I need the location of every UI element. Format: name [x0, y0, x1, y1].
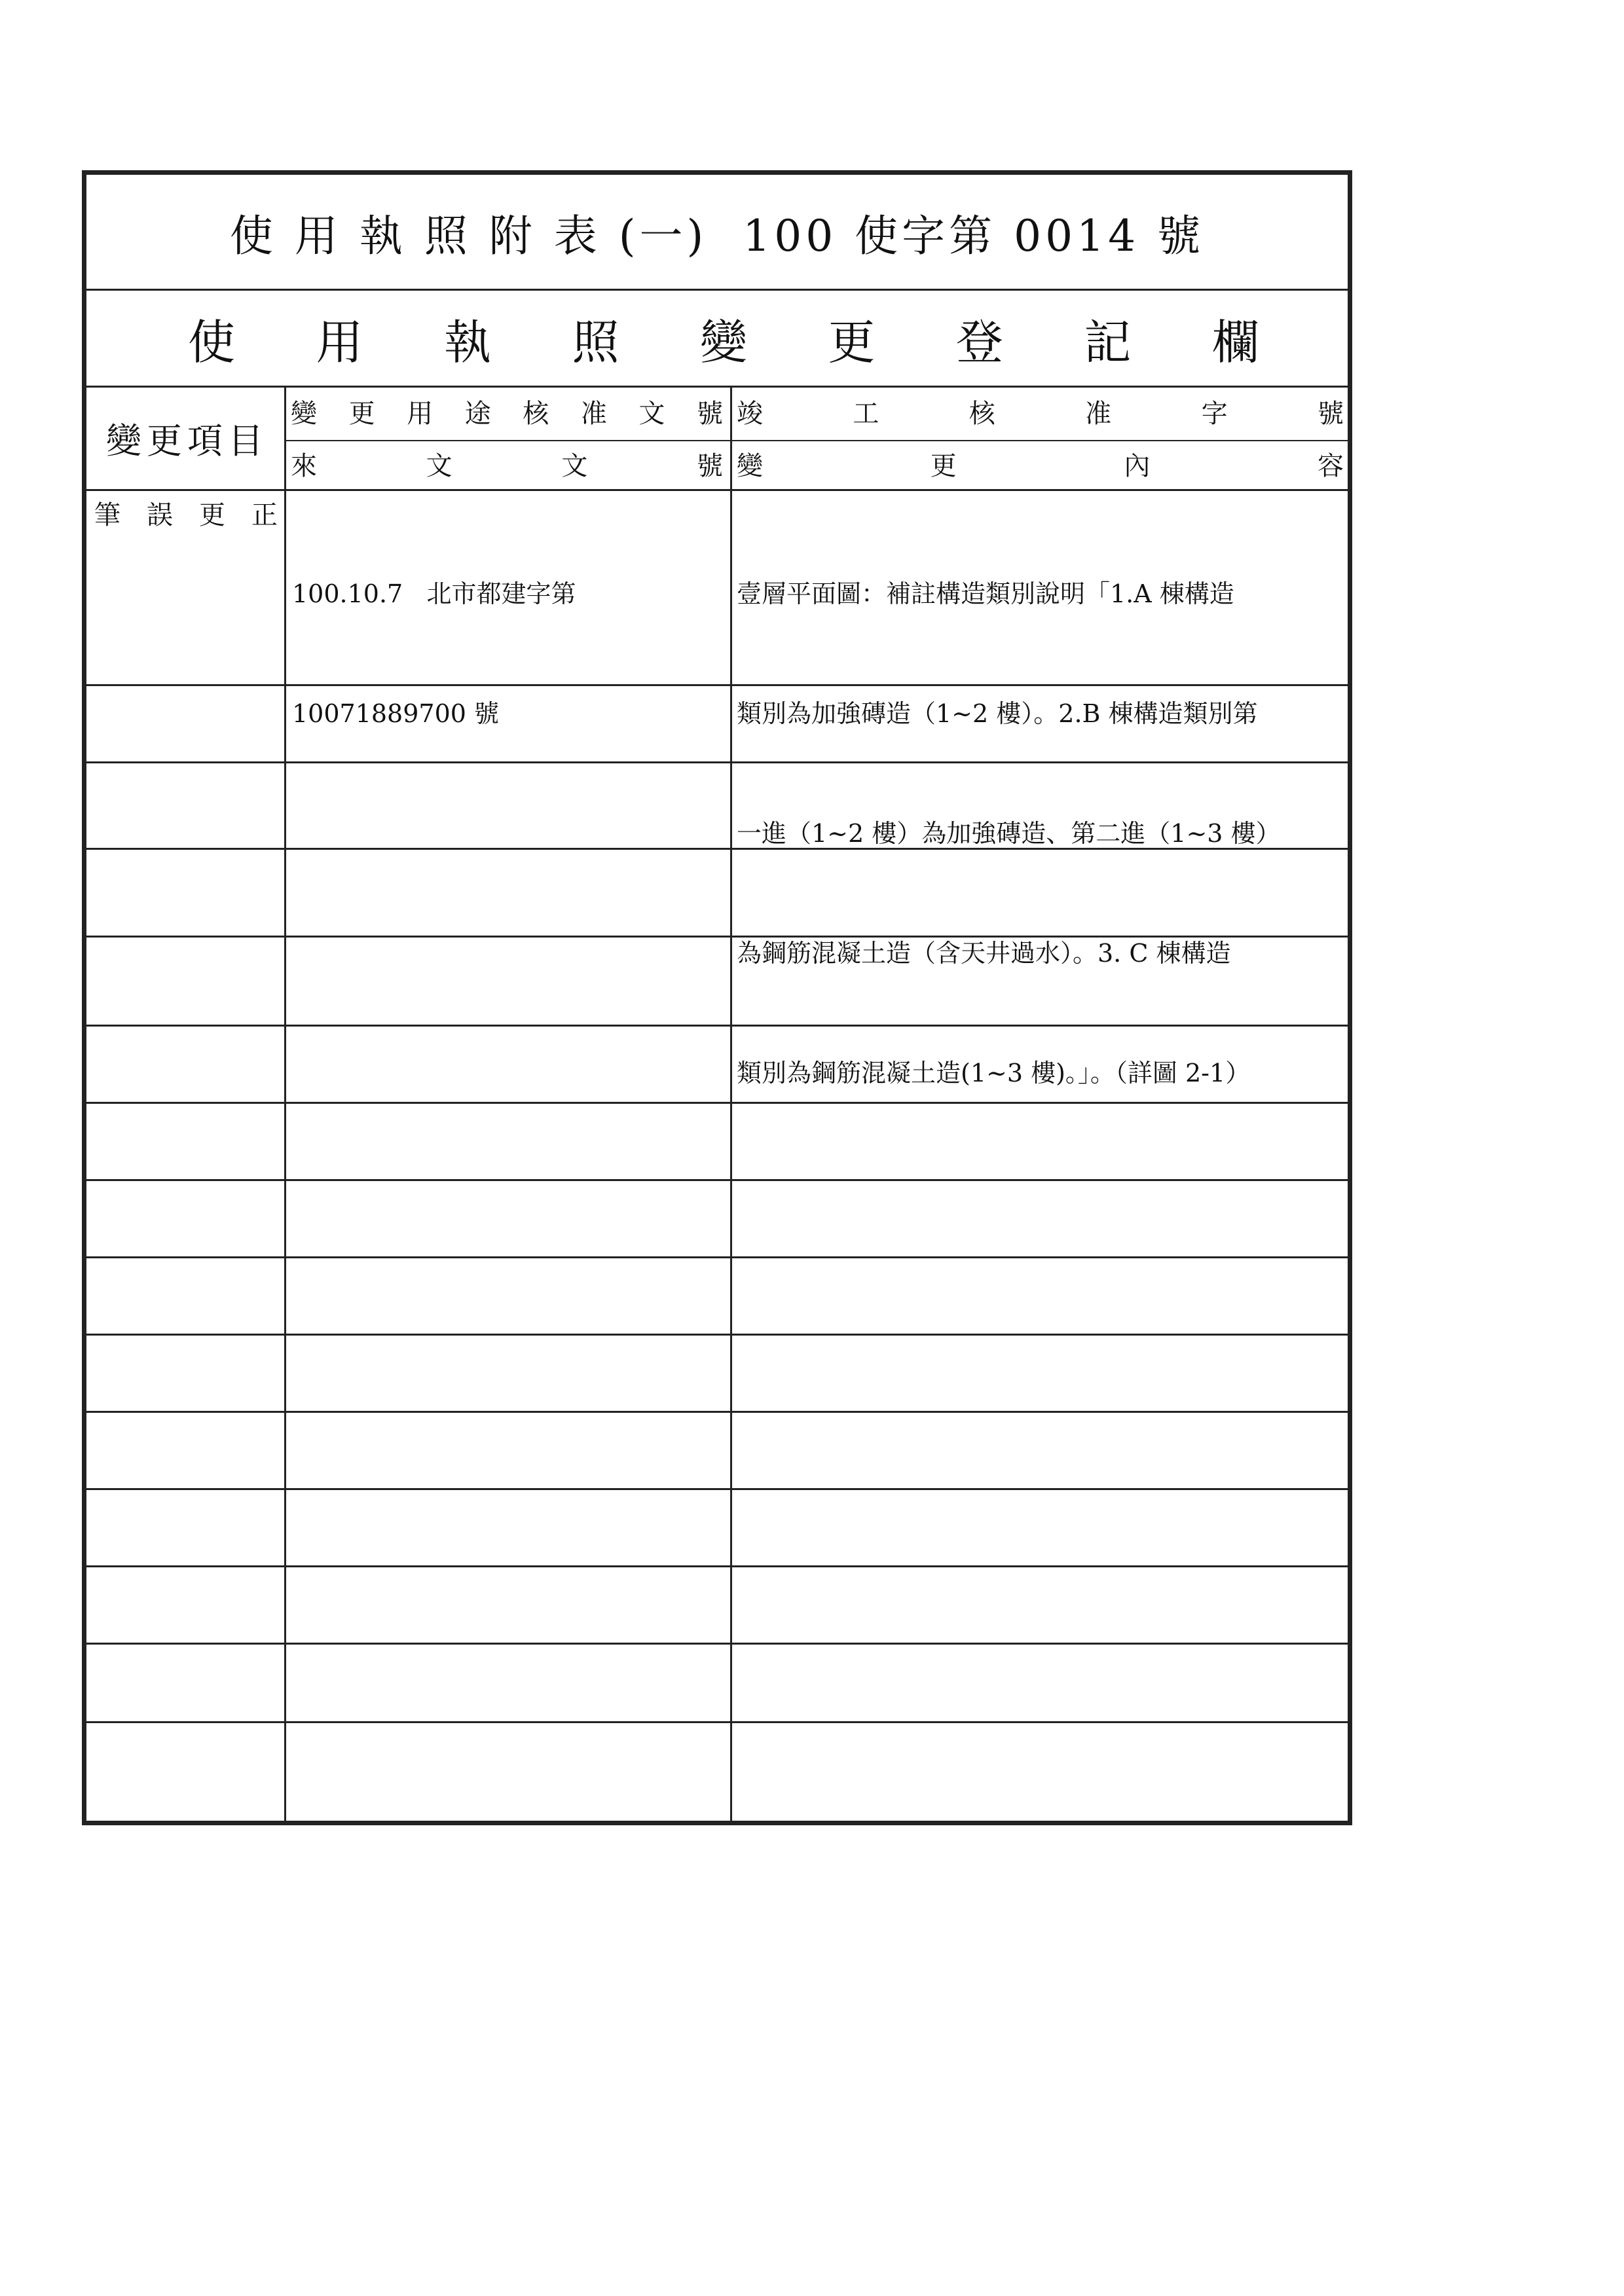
heading-char: 使 [188, 314, 236, 370]
doc-line: 10071889700 號 [292, 699, 500, 728]
item-char: 誤 [147, 500, 173, 530]
row-divider [86, 1102, 1348, 1104]
heading-char: 照 [572, 314, 619, 370]
header-subrow-divider [284, 440, 1348, 441]
row-divider [86, 1643, 1348, 1645]
header-char: 准 [1085, 399, 1112, 429]
header-char: 字 [1201, 399, 1228, 429]
license-change-table [82, 170, 1352, 1825]
heading-char: 用 [316, 314, 363, 370]
content-line: 為鋼筋混凝土造（含天井過水）。3. C 棟構造 [737, 939, 1231, 968]
header-char: 工 [853, 399, 879, 429]
heading-char: 執 [443, 314, 491, 370]
content-line: 類別為加強磚造（1~2 樓）。2.B 棟構造類別第 [737, 699, 1258, 728]
heading-char: 欄 [1211, 314, 1259, 370]
row-divider [86, 1256, 1348, 1258]
content-line: 壹層平面圖：補註構造類別說明「1.A 棟構造 [737, 579, 1234, 608]
row1-doc-number [292, 494, 576, 814]
header-char: 變 [737, 451, 763, 481]
item-char: 正 [251, 500, 278, 530]
header-char: 文 [561, 451, 588, 481]
heading-char: 登 [955, 314, 1003, 370]
heading-char: 更 [828, 314, 876, 370]
heading-char: 記 [1084, 314, 1132, 370]
column-divider [730, 388, 732, 1821]
item-char: 筆 [94, 500, 120, 530]
row-divider [86, 1565, 1348, 1567]
header-char: 容 [1317, 451, 1344, 481]
row-divider [86, 761, 1348, 763]
header-bottom-rule [86, 489, 1348, 491]
header-char: 號 [696, 399, 723, 429]
header-char: 更 [348, 399, 375, 429]
row-divider [86, 684, 1348, 686]
row-divider [86, 1025, 1348, 1027]
row-divider [86, 1179, 1348, 1181]
header-char: 文 [426, 451, 452, 481]
header-char: 來 [291, 451, 317, 481]
header-approval-doc-no [291, 401, 723, 427]
header-char: 途 [464, 399, 491, 429]
header-char: 准 [580, 399, 607, 429]
row-divider [86, 1334, 1348, 1336]
heading-char: 變 [699, 314, 747, 370]
section-heading [86, 291, 1348, 388]
header-char: 號 [696, 451, 723, 481]
header-char: 號 [1317, 399, 1344, 429]
row1-change-item [94, 502, 278, 528]
header-char: 內 [1124, 451, 1151, 481]
title-text: 使 用 執 照 附 表 (一) 100 使字第 0014 號 [229, 210, 1205, 261]
header-char: 更 [930, 451, 957, 481]
row-divider [86, 848, 1348, 850]
item-char: 更 [199, 500, 225, 530]
document-title [86, 175, 1348, 291]
header-completion-approval-no [737, 401, 1344, 427]
column-divider [284, 388, 286, 1821]
header-char: 變 [291, 399, 317, 429]
content-line: 一進（1~2 樓）為加強磚造、第二進（1~3 樓） [737, 819, 1281, 848]
doc-line: 100.10.7 北市都建字第 [292, 579, 576, 608]
header-char: 用 [407, 399, 434, 429]
row-divider [86, 1411, 1348, 1413]
header-char: 核 [523, 399, 549, 429]
header-change-item: 變更項目 [106, 420, 268, 462]
header-char: 文 [638, 399, 665, 429]
header-char: 核 [969, 399, 995, 429]
row-divider [86, 1488, 1348, 1490]
row1-change-content [737, 494, 1281, 1173]
content-line: 類別為鋼筋混凝土造(1~3 樓)。」。（詳圖 2-1） [737, 1059, 1251, 1087]
header-incoming-doc-no [291, 453, 723, 479]
header-change-content [737, 453, 1344, 479]
row-divider [86, 936, 1348, 938]
row-divider [86, 1721, 1348, 1723]
header-char: 竣 [737, 399, 763, 429]
